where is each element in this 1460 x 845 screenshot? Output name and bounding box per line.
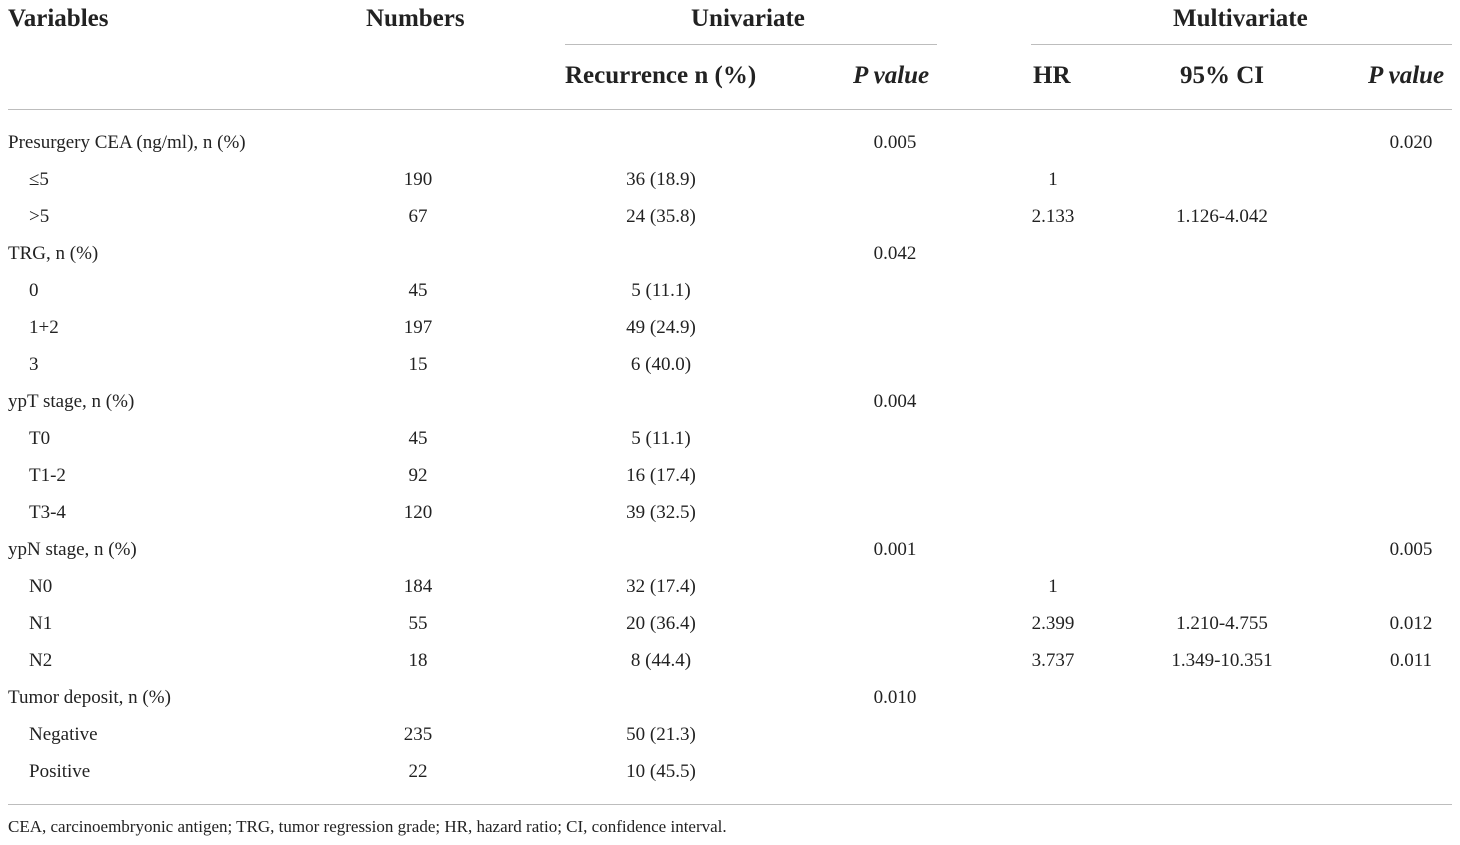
header-p-value-multivariate: P value bbox=[1368, 62, 1445, 89]
numbers-cell: 45 bbox=[408, 428, 428, 449]
table-row-subcategory bbox=[0, 346, 1460, 383]
numbers-cell: 22 bbox=[408, 761, 428, 782]
table-row-subcategory bbox=[0, 457, 1460, 494]
recurrence-cell: 8 (44.4) bbox=[630, 650, 692, 671]
recurrence-cell: 24 (35.8) bbox=[626, 206, 696, 227]
variable-cell: ≤5 bbox=[29, 169, 49, 190]
table-row-variable bbox=[0, 383, 1460, 420]
hr-cell: 1 bbox=[1048, 169, 1058, 190]
hr-cell: 2.133 bbox=[1031, 206, 1075, 227]
p-value-univariate-cell: 0.005 bbox=[873, 132, 917, 153]
recurrence-cell: 49 (24.9) bbox=[626, 317, 696, 338]
table-row-subcategory bbox=[0, 716, 1460, 753]
variable-cell: TRG, n (%) bbox=[8, 243, 99, 264]
numbers-cell: 92 bbox=[408, 465, 428, 486]
hr-cell: 2.399 bbox=[1031, 613, 1075, 634]
recurrence-cell: 10 (45.5) bbox=[626, 761, 696, 782]
ci-cell: 1.349-10.351 bbox=[1171, 650, 1273, 671]
table-body bbox=[0, 124, 1460, 790]
table-row-subcategory bbox=[0, 642, 1460, 679]
variable-cell: Positive bbox=[29, 761, 91, 782]
numbers-cell: 190 bbox=[403, 169, 433, 190]
header-bottom-rule bbox=[8, 109, 1452, 110]
multivariate-group-rule bbox=[1031, 44, 1452, 45]
table-row-subcategory bbox=[0, 605, 1460, 642]
hr-cell: 1 bbox=[1048, 576, 1058, 597]
table-footnote: CEA, carcinoembryonic antigen; TRG, tumor regression grade; HR, hazard ratio; CI, confidence interval. bbox=[8, 817, 727, 836]
variable-cell: T3-4 bbox=[29, 502, 66, 523]
header-variables: Variables bbox=[8, 5, 109, 32]
variable-cell: 0 bbox=[29, 280, 39, 301]
table-row-subcategory bbox=[0, 161, 1460, 198]
recurrence-cell: 20 (36.4) bbox=[626, 613, 696, 634]
table-row-subcategory bbox=[0, 494, 1460, 531]
table-row-variable bbox=[0, 235, 1460, 272]
recurrence-cell: 6 (40.0) bbox=[630, 354, 692, 375]
numbers-cell: 67 bbox=[408, 206, 428, 227]
numbers-cell: 45 bbox=[408, 280, 428, 301]
recurrence-cell: 50 (21.3) bbox=[626, 724, 696, 745]
table-row-subcategory bbox=[0, 420, 1460, 457]
recurrence-cell: 5 (11.1) bbox=[631, 280, 691, 301]
recurrence-cell: 16 (17.4) bbox=[626, 465, 696, 486]
ci-cell: 1.126-4.042 bbox=[1176, 206, 1268, 227]
numbers-cell: 15 bbox=[408, 354, 428, 375]
variable-cell: N1 bbox=[29, 613, 53, 634]
numbers-cell: 235 bbox=[403, 724, 433, 745]
header-p-value-univariate: P value bbox=[853, 62, 930, 89]
variable-cell: 3 bbox=[29, 354, 39, 375]
numbers-cell: 184 bbox=[403, 576, 433, 597]
p-value-univariate-cell: 0.001 bbox=[873, 539, 917, 560]
recurrence-cell: 36 (18.9) bbox=[626, 169, 696, 190]
variable-cell: T0 bbox=[29, 428, 51, 449]
table-row-variable bbox=[0, 679, 1460, 716]
variable-cell: Presurgery CEA (ng/ml), n (%) bbox=[8, 132, 246, 153]
p-value-multivariate-cell: 0.012 bbox=[1389, 613, 1433, 634]
numbers-cell: 120 bbox=[403, 502, 433, 523]
table-row-subcategory bbox=[0, 272, 1460, 309]
table-row-variable bbox=[0, 531, 1460, 568]
hr-cell: 3.737 bbox=[1031, 650, 1075, 671]
variable-cell: 1+2 bbox=[29, 317, 59, 338]
header-recurrence: Recurrence n (%) bbox=[565, 62, 757, 89]
header-95-ci: 95% CI bbox=[1180, 62, 1265, 89]
univariate-group-rule bbox=[565, 44, 937, 45]
recurrence-cell: 32 (17.4) bbox=[626, 576, 696, 597]
p-value-multivariate-cell: 0.011 bbox=[1389, 650, 1433, 671]
table-row-subcategory bbox=[0, 753, 1460, 790]
table-row-variable bbox=[0, 124, 1460, 161]
recurrence-cell: 39 (32.5) bbox=[626, 502, 696, 523]
variable-cell: Negative bbox=[29, 724, 98, 745]
p-value-univariate-cell: 0.010 bbox=[873, 687, 917, 708]
p-value-multivariate-cell: 0.020 bbox=[1389, 132, 1433, 153]
table-row-subcategory bbox=[0, 568, 1460, 605]
table-row-subcategory bbox=[0, 198, 1460, 235]
header-multivariate: Multivariate bbox=[1173, 5, 1308, 32]
variable-cell: Tumor deposit, n (%) bbox=[8, 687, 171, 708]
variable-cell: ypN stage, n (%) bbox=[8, 539, 137, 560]
ci-cell: 1.210-4.755 bbox=[1176, 613, 1268, 634]
recurrence-cell: 5 (11.1) bbox=[631, 428, 691, 449]
variable-cell: ypT stage, n (%) bbox=[8, 391, 135, 412]
header-hr: HR bbox=[1033, 62, 1071, 89]
header-numbers: Numbers bbox=[366, 5, 465, 32]
variable-cell: T1-2 bbox=[29, 465, 66, 486]
variable-cell: >5 bbox=[29, 206, 50, 227]
numbers-cell: 197 bbox=[403, 317, 433, 338]
variable-cell: N0 bbox=[29, 576, 53, 597]
p-value-univariate-cell: 0.042 bbox=[873, 243, 917, 264]
table-bottom-rule bbox=[8, 804, 1452, 805]
numbers-cell: 18 bbox=[408, 650, 428, 671]
p-value-multivariate-cell: 0.005 bbox=[1389, 539, 1433, 560]
table-row-subcategory bbox=[0, 309, 1460, 346]
header-univariate: Univariate bbox=[691, 5, 805, 32]
variable-cell: N2 bbox=[29, 650, 53, 671]
p-value-univariate-cell: 0.004 bbox=[873, 391, 917, 412]
numbers-cell: 55 bbox=[408, 613, 428, 634]
